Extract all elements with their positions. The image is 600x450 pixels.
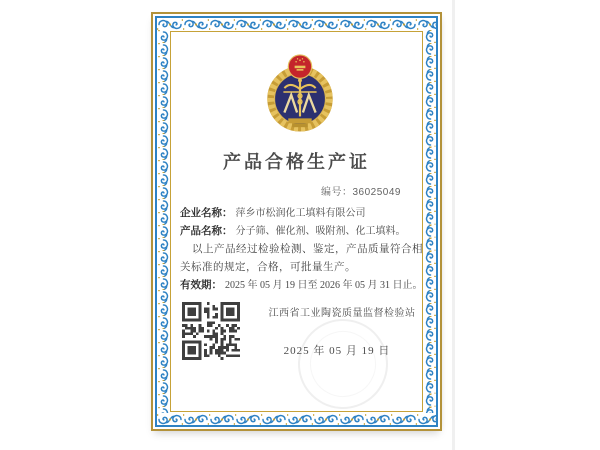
company-name-row <box>180 204 422 220</box>
scroll-ornament-border-left <box>157 30 169 413</box>
qr-code <box>182 302 240 360</box>
round-stamp-watermark <box>286 307 399 420</box>
validity-label: 有效期： <box>180 279 222 291</box>
certificate-title: 产品合格生产证 <box>223 152 370 172</box>
statement-line-1: 以上产品经过检验检测、鉴定，产品质量符合相 <box>192 244 423 255</box>
company-name-label: 企业名称： <box>180 207 233 219</box>
scroll-ornament-border-top <box>157 18 436 30</box>
product-name-value: 分子筛、催化剂、吸附剂、化工填料。 <box>235 226 406 237</box>
scroll-ornament-border-right <box>424 30 436 413</box>
serial-number-row <box>321 183 401 198</box>
product-name-label: 产品名称： <box>180 225 233 237</box>
validity-row <box>180 276 430 292</box>
statement-line-2: 关标准的规定，合格，可批量生产。 <box>180 262 356 273</box>
scroll-ornament-border-bottom <box>157 413 436 425</box>
serial-number: 36025049 <box>352 187 401 198</box>
certificate <box>151 12 442 431</box>
serial-label: 编号： <box>321 187 353 198</box>
product-name-row <box>180 222 422 238</box>
company-name-value: 萍乡市松润化工填料有限公司 <box>235 208 366 219</box>
validity-value: 2025 年 05 月 19 日至 2026 年 05 月 31 日止。 <box>225 280 423 291</box>
quality-supervision-emblem-icon <box>266 52 334 134</box>
issuer-name: 江西省工业陶瓷质量监督检验站 <box>268 308 416 319</box>
photo-edge-line <box>452 0 455 450</box>
issue-date: 2025 年 05 月 19 日 <box>283 345 391 357</box>
